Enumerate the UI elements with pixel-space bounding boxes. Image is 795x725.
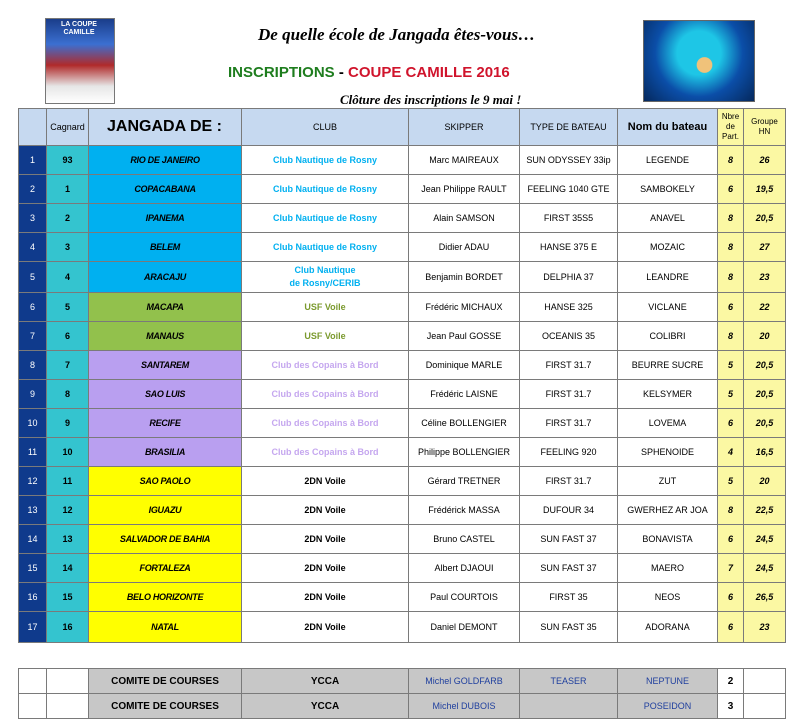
inscriptions-heading: [228, 64, 510, 81]
boat-name-cell: ANAVEL: [618, 204, 718, 233]
header-part-line1: Nbre: [721, 112, 740, 121]
participants-cell: 5: [718, 351, 744, 380]
comite-count: 2: [718, 669, 744, 694]
skipper-cell: Frédérick MASSA: [409, 496, 520, 525]
comite-cagnard-cell: [47, 669, 89, 694]
participants-cell: 8: [718, 322, 744, 351]
boat-name-cell: MAERO: [618, 554, 718, 583]
cagnard-cell: 10: [47, 438, 89, 467]
boat-type-cell: FEELING 920: [520, 438, 618, 467]
cagnard-cell: 8: [47, 380, 89, 409]
cagnard-cell: 14: [47, 554, 89, 583]
club-cell: USF Voile: [242, 293, 409, 322]
groupe-cell: 20: [744, 322, 786, 351]
comite-empty-cell: [744, 694, 786, 719]
cagnard-cell: 11: [47, 467, 89, 496]
comite-club: YCCA: [242, 694, 409, 719]
header-groupe: [744, 109, 786, 146]
boat-type-cell: OCEANIS 35: [520, 322, 618, 351]
groupe-cell: 19,5: [744, 175, 786, 204]
jangada-cell: RECIFE: [89, 409, 242, 438]
cagnard-cell: 5: [47, 293, 89, 322]
participants-cell: 8: [718, 496, 744, 525]
table-row: [19, 351, 786, 380]
boat-name-cell: SPHENOIDE: [618, 438, 718, 467]
skipper-cell: Céline BOLLENGIER: [409, 409, 520, 438]
poster-title: LA COUPE CAMILLE: [61, 21, 97, 36]
cagnard-cell: 12: [47, 496, 89, 525]
participants-cell: 8: [718, 233, 744, 262]
comite-index-cell: [19, 669, 47, 694]
groupe-cell: 26,5: [744, 583, 786, 612]
comite-label: COMITE DE COURSES: [89, 694, 242, 719]
table-row: [19, 612, 786, 643]
row-number: 5: [19, 262, 47, 293]
jangada-cell: BRASILIA: [89, 438, 242, 467]
skipper-cell: Daniel DEMONT: [409, 612, 520, 643]
row-number: 15: [19, 554, 47, 583]
boat-name-cell: MOZAIC: [618, 233, 718, 262]
club-cell: 2DN Voile: [242, 583, 409, 612]
jangada-cell: BELO HORIZONTE: [89, 583, 242, 612]
boat-type-cell: SUN ODYSSEY 33ip: [520, 146, 618, 175]
row-number: 6: [19, 293, 47, 322]
coupe-label: COUPE CAMILLE 2016: [348, 64, 510, 81]
participants-cell: 8: [718, 262, 744, 293]
jangada-cell: FORTALEZA: [89, 554, 242, 583]
table-row: [19, 409, 786, 438]
row-number: 10: [19, 409, 47, 438]
participants-cell: 5: [718, 380, 744, 409]
groupe-cell: 22: [744, 293, 786, 322]
boat-name-cell: ZUT: [618, 467, 718, 496]
boat-name-cell: KELSYMER: [618, 380, 718, 409]
cagnard-cell: 15: [47, 583, 89, 612]
club-cell: Club des Copains à Bord: [242, 438, 409, 467]
jangada-cell: SAO PAOLO: [89, 467, 242, 496]
boat-type-cell: HANSE 325: [520, 293, 618, 322]
skipper-cell: Dominique MARLE: [409, 351, 520, 380]
jangada-cell: SAO LUIS: [89, 380, 242, 409]
table-row: [19, 262, 786, 293]
heading-dash: -: [334, 64, 349, 81]
cagnard-cell: 6: [47, 322, 89, 351]
cagnard-cell: 13: [47, 525, 89, 554]
boat-type-cell: FIRST 35S5: [520, 204, 618, 233]
skipper-cell: Alain SAMSON: [409, 204, 520, 233]
table-row: [19, 204, 786, 233]
header-type: TYPE DE BATEAU: [520, 109, 618, 146]
club-cell: 2DN Voile: [242, 612, 409, 643]
comite-skipper: Michel DUBOIS: [409, 694, 520, 719]
boat-name-cell: LEGENDE: [618, 146, 718, 175]
table-row: [19, 525, 786, 554]
header-groupe-line1: Groupe: [751, 117, 778, 126]
table-row: [19, 175, 786, 204]
groupe-cell: 23: [744, 612, 786, 643]
club-cell: Club des Copains à Bord: [242, 380, 409, 409]
comite-table: [18, 668, 786, 719]
skipper-cell: Gérard TRETNER: [409, 467, 520, 496]
boat-name-cell: ADORANA: [618, 612, 718, 643]
skipper-cell: Jean Paul GOSSE: [409, 322, 520, 351]
club-cell: 2DN Voile: [242, 496, 409, 525]
club-line2: de Rosny/CERIB: [289, 278, 361, 288]
club-cell: Club des Copains à Bord: [242, 409, 409, 438]
comite-club: YCCA: [242, 669, 409, 694]
comite-type: [520, 694, 618, 719]
groupe-cell: 20: [744, 467, 786, 496]
groupe-cell: 20,5: [744, 204, 786, 233]
boat-name-cell: LOVEMA: [618, 409, 718, 438]
boat-type-cell: FEELING 1040 GTE: [520, 175, 618, 204]
boat-name-cell: BEURRE SUCRE: [618, 351, 718, 380]
header-groupe-line2: HN: [758, 127, 771, 136]
cagnard-cell: 16: [47, 612, 89, 643]
club-cell: Club Nautique de Rosny: [242, 146, 409, 175]
club-line1: Club Nautique: [294, 265, 356, 275]
skipper-cell: Jean Philippe RAULT: [409, 175, 520, 204]
header-jangada: JANGADA DE :: [89, 109, 242, 146]
row-number: 2: [19, 175, 47, 204]
comite-index-cell: [19, 694, 47, 719]
boat-name-cell: GWERHEZ AR JOA: [618, 496, 718, 525]
participants-cell: 6: [718, 525, 744, 554]
boat-type-cell: FIRST 35: [520, 583, 618, 612]
header-nom: Nom du bateau: [618, 109, 718, 146]
comite-cagnard-cell: [47, 694, 89, 719]
comite-type: TEASER: [520, 669, 618, 694]
cagnard-cell: 1: [47, 175, 89, 204]
groupe-cell: 24,5: [744, 525, 786, 554]
header-part-line2: de: [726, 122, 735, 131]
boat-type-cell: HANSE 375 E: [520, 233, 618, 262]
skipper-cell: Didier ADAU: [409, 233, 520, 262]
table-header-row: [19, 109, 786, 146]
boat-name-cell: LEANDRE: [618, 262, 718, 293]
boat-name-cell: SAMBOKELY: [618, 175, 718, 204]
table-row: [19, 293, 786, 322]
club-cell: Club des Copains à Bord: [242, 351, 409, 380]
participants-cell: 6: [718, 175, 744, 204]
header-club: CLUB: [242, 109, 409, 146]
row-number: 17: [19, 612, 47, 643]
skipper-cell: Frédéric LAISNE: [409, 380, 520, 409]
comite-count: 3: [718, 694, 744, 719]
skipper-cell: Frédéric MICHAUX: [409, 293, 520, 322]
participants-cell: 6: [718, 612, 744, 643]
cagnard-cell: 2: [47, 204, 89, 233]
skipper-cell: Benjamin BORDET: [409, 262, 520, 293]
boat-name-cell: COLIBRI: [618, 322, 718, 351]
page-title: De quelle école de Jangada êtes-vous…: [258, 25, 536, 44]
table-row: [19, 554, 786, 583]
participants-cell: 6: [718, 293, 744, 322]
header-cagnard: Cagnard: [47, 109, 89, 146]
row-number: 12: [19, 467, 47, 496]
club-cell: 2DN Voile: [242, 525, 409, 554]
participants-cell: 8: [718, 146, 744, 175]
row-number: 9: [19, 380, 47, 409]
jangada-cell: BELEM: [89, 233, 242, 262]
jangada-cell: NATAL: [89, 612, 242, 643]
boat-type-cell: SUN FAST 35: [520, 612, 618, 643]
jangada-cell: SALVADOR DE BAHIA: [89, 525, 242, 554]
comite-skipper: Michel GOLDFARB: [409, 669, 520, 694]
header-skipper: SKIPPER: [409, 109, 520, 146]
boat-type-cell: DELPHIA 37: [520, 262, 618, 293]
header-index-cell: [19, 109, 47, 146]
row-number: 11: [19, 438, 47, 467]
inscriptions-label: INSCRIPTIONS: [228, 64, 335, 81]
participants-cell: 4: [718, 438, 744, 467]
row-number: 16: [19, 583, 47, 612]
boat-type-cell: FIRST 31.7: [520, 409, 618, 438]
skipper-cell: Albert DJAOUI: [409, 554, 520, 583]
club-cell: Club Nautique de Rosny: [242, 204, 409, 233]
jangada-cell: ARACAJU: [89, 262, 242, 293]
table-row: [19, 496, 786, 525]
groupe-cell: 20,5: [744, 351, 786, 380]
cloture-note: Clôture des inscriptions le 9 mai !: [340, 92, 522, 107]
boat-type-cell: SUN FAST 37: [520, 554, 618, 583]
cagnard-cell: 4: [47, 262, 89, 293]
header-part-line3: Part.: [722, 132, 739, 141]
comite-empty-cell: [744, 669, 786, 694]
row-number: 3: [19, 204, 47, 233]
table-row: [19, 467, 786, 496]
groupe-cell: 20,5: [744, 380, 786, 409]
participants-cell: 6: [718, 583, 744, 612]
row-number: 4: [19, 233, 47, 262]
carnival-dancer-image: [643, 20, 755, 102]
table-row: [19, 438, 786, 467]
row-number: 7: [19, 322, 47, 351]
comite-label: COMITE DE COURSES: [89, 669, 242, 694]
comite-row: [19, 669, 786, 694]
jangada-cell: SANTAREM: [89, 351, 242, 380]
boat-name-cell: BONAVISTA: [618, 525, 718, 554]
club-cell: Club Nautique de Rosny: [242, 233, 409, 262]
boat-name-cell: NEOS: [618, 583, 718, 612]
cagnard-cell: 3: [47, 233, 89, 262]
jangada-cell: IGUAZU: [89, 496, 242, 525]
boat-type-cell: DUFOUR 34: [520, 496, 618, 525]
skipper-cell: Bruno CASTEL: [409, 525, 520, 554]
boat-name-cell: VICLANE: [618, 293, 718, 322]
participants-cell: 5: [718, 467, 744, 496]
groupe-cell: 20,5: [744, 409, 786, 438]
jangada-cell: MACAPA: [89, 293, 242, 322]
comite-row: [19, 694, 786, 719]
participants-cell: 7: [718, 554, 744, 583]
table-row: [19, 233, 786, 262]
row-number: 14: [19, 525, 47, 554]
boat-type-cell: FIRST 31.7: [520, 467, 618, 496]
club-cell: USF Voile: [242, 322, 409, 351]
cagnard-cell: 9: [47, 409, 89, 438]
table-row: [19, 146, 786, 175]
club-cell: 2DN Voile: [242, 467, 409, 496]
participants-cell: 6: [718, 409, 744, 438]
groupe-cell: 24,5: [744, 554, 786, 583]
jangada-cell: RIO DE JANEIRO: [89, 146, 242, 175]
comite-boat-name: POSEIDON: [618, 694, 718, 719]
groupe-cell: 26: [744, 146, 786, 175]
jangada-cell: MANAUS: [89, 322, 242, 351]
row-number: 13: [19, 496, 47, 525]
inscriptions-table: [18, 108, 786, 643]
skipper-cell: Marc MAIREAUX: [409, 146, 520, 175]
groupe-cell: 16,5: [744, 438, 786, 467]
cagnard-cell: 7: [47, 351, 89, 380]
header-participants: [718, 109, 744, 146]
club-cell: Club Nautique de Rosny: [242, 175, 409, 204]
boat-type-cell: FIRST 31.7: [520, 380, 618, 409]
boat-type-cell: SUN FAST 37: [520, 525, 618, 554]
boat-type-cell: FIRST 31.7: [520, 351, 618, 380]
comite-boat-name: NEPTUNE: [618, 669, 718, 694]
skipper-cell: Paul COURTOIS: [409, 583, 520, 612]
jangada-cell: COPACABANA: [89, 175, 242, 204]
cagnard-cell: 93: [47, 146, 89, 175]
club-cell: 2DN Voile: [242, 554, 409, 583]
skipper-cell: Philippe BOLLENGIER: [409, 438, 520, 467]
groupe-cell: 27: [744, 233, 786, 262]
table-row: [19, 583, 786, 612]
groupe-cell: 22,5: [744, 496, 786, 525]
groupe-cell: 23: [744, 262, 786, 293]
table-row: [19, 322, 786, 351]
jangada-cell: IPANEMA: [89, 204, 242, 233]
row-number: 1: [19, 146, 47, 175]
row-number: 8: [19, 351, 47, 380]
table-row: [19, 380, 786, 409]
club-cell: [242, 262, 409, 293]
participants-cell: 8: [718, 204, 744, 233]
